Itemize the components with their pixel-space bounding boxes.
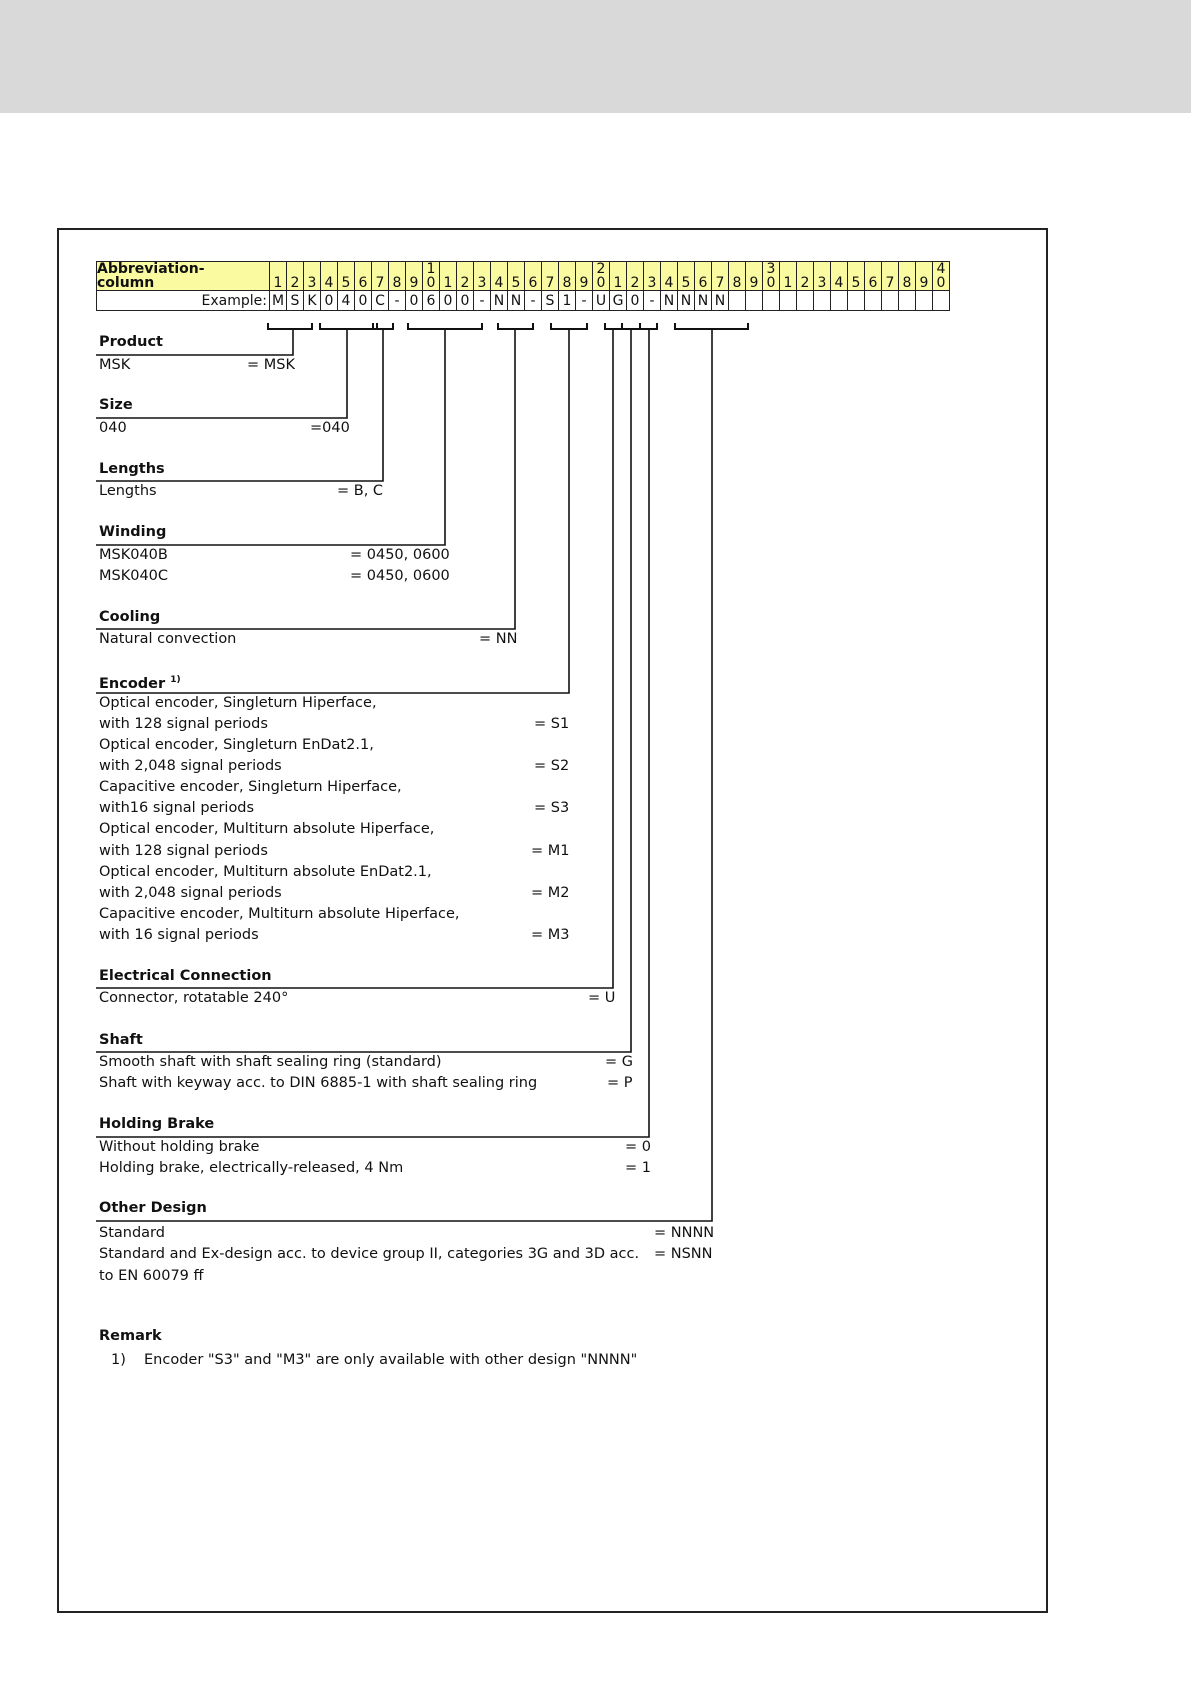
unit-cell: 9 [576, 276, 593, 291]
example-cell: N [491, 291, 508, 311]
unit-cell: 6 [865, 276, 882, 291]
product-value: = MSK [247, 357, 295, 373]
example-cell: 6 [423, 291, 440, 311]
unit-cell: 1 [270, 276, 287, 291]
unit-cell: 3 [304, 276, 321, 291]
unit-cell: 4 [491, 276, 508, 291]
tens-30: 3 [763, 262, 780, 277]
winding-label-2: MSK040C [99, 568, 169, 584]
abbr-line2: column [97, 275, 155, 291]
unit-cell: 4 [321, 276, 338, 291]
example-cell: - [389, 291, 406, 311]
other-connector-bracket [675, 323, 748, 329]
unit-cell: 5 [338, 276, 355, 291]
example-cell: N [678, 291, 695, 311]
unit-cell: 1 [610, 276, 627, 291]
encoder-title-text: Encoder [99, 676, 166, 692]
unit-cell: 7 [542, 276, 559, 291]
brake-value-2: = 1 [625, 1160, 651, 1176]
product-label: MSK [99, 357, 131, 373]
unit-cell: 9 [746, 276, 763, 291]
unit-cell: 3 [644, 276, 661, 291]
example-cell: N [712, 291, 729, 311]
example-cell: N [661, 291, 678, 311]
encoder-line-7: Optical encoder, Multiturn absolute Hiperface, [99, 821, 435, 837]
other-value-2: = NSNN [654, 1246, 713, 1262]
example-cell: K [304, 291, 321, 311]
example-cell: G [610, 291, 627, 311]
example-cell: M [270, 291, 287, 311]
unit-cell: 3 [474, 276, 491, 291]
brake-title: Holding Brake [99, 1116, 215, 1132]
encoder-line-12: with 16 signal periods [99, 927, 259, 943]
unit-cell: 2 [287, 276, 304, 291]
encoder-line-9: Optical encoder, Multiturn absolute EnDat2.1, [99, 864, 432, 880]
unit-cell: 8 [559, 276, 576, 291]
unit-cell: 8 [389, 276, 406, 291]
encoder-value-s2: = S2 [534, 758, 570, 774]
tens-20: 2 [593, 262, 610, 277]
example-cell: 0 [627, 291, 644, 311]
unit-cell: 8 [729, 276, 746, 291]
shaft-connector-bracket [622, 323, 640, 329]
lengths-connector-line [96, 329, 383, 481]
encoder-line-5: Capacitive encoder, Singleturn Hiperface, [99, 779, 402, 795]
example-cell: - [576, 291, 593, 311]
brake-connector-line [96, 329, 649, 1137]
example-cell: 0 [440, 291, 457, 311]
cooling-connector-bracket [498, 323, 533, 329]
encoder-line-8: with 128 signal periods [99, 843, 268, 859]
abbr-line1: Abbreviation- [97, 261, 205, 277]
winding-connector-bracket [408, 323, 482, 329]
encoder-line-10: with 2,048 signal periods [99, 885, 282, 901]
product-title: Product [99, 334, 163, 350]
lengths-title: Lengths [99, 461, 165, 477]
example-label: Example: [97, 291, 270, 311]
cooling-title: Cooling [99, 609, 161, 625]
unit-cell: 9 [916, 276, 933, 291]
example-cell: N [695, 291, 712, 311]
lengths-value: = B, C [337, 483, 384, 499]
encoder-line-3: Optical encoder, Singleturn EnDat2.1, [99, 737, 374, 753]
shaft-title: Shaft [99, 1032, 143, 1048]
winding-title: Winding [99, 524, 167, 540]
encoder-line-2: with 128 signal periods [99, 716, 268, 732]
unit-cell: 0 [933, 276, 950, 291]
encoder-value-m1: = M1 [531, 843, 570, 859]
cooling-label: Natural convection [99, 631, 237, 647]
other-label-1: Standard [99, 1225, 165, 1241]
unit-cell: 4 [831, 276, 848, 291]
size-connector-bracket [320, 323, 377, 329]
example-cell: 0 [321, 291, 338, 311]
example-cell: 0 [355, 291, 372, 311]
other-value-1: = NNNN [654, 1225, 715, 1241]
unit-cell: 0 [423, 276, 440, 291]
electrical-connector-bracket [605, 323, 622, 329]
example-cell: 4 [338, 291, 355, 311]
example-cell: S [542, 291, 559, 311]
winding-value-1: = 0450, 0600 [350, 547, 450, 563]
remark-title: Remark [99, 1328, 162, 1344]
example-cell: U [593, 291, 610, 311]
electrical-value: = U [588, 990, 616, 1006]
size-label: 040 [99, 420, 127, 436]
unit-cell: 9 [406, 276, 423, 291]
unit-cell: 8 [899, 276, 916, 291]
encoder-line-6: with16 signal periods [99, 800, 255, 816]
product-connector-bracket [268, 323, 312, 329]
unit-cell: 6 [695, 276, 712, 291]
brake-connector-bracket [640, 323, 657, 329]
encoder-connector-bracket [551, 323, 587, 329]
unit-cell: 5 [678, 276, 695, 291]
encoder-line-1: Optical encoder, Singleturn Hiperface, [99, 695, 377, 711]
encoder-value-s1: = S1 [534, 716, 570, 732]
example-cell: 0 [406, 291, 423, 311]
unit-cell: 2 [627, 276, 644, 291]
unit-cell: 2 [797, 276, 814, 291]
unit-cell: 2 [457, 276, 474, 291]
shaft-label-1: Smooth shaft with shaft sealing ring (standard) [99, 1054, 442, 1070]
winding-value-2: = 0450, 0600 [350, 568, 450, 584]
other-title: Other Design [99, 1200, 207, 1216]
unit-cell: 6 [355, 276, 372, 291]
unit-cell: 1 [440, 276, 457, 291]
example-cell: - [525, 291, 542, 311]
encoder-line-11: Capacitive encoder, Multiturn absolute Hiperface, [99, 906, 460, 922]
encoder-line-4: with 2,048 signal periods [99, 758, 282, 774]
unit-cell: 1 [780, 276, 797, 291]
unit-cell: 0 [763, 276, 780, 291]
brake-label-1: Without holding brake [99, 1139, 260, 1155]
example-cell: - [644, 291, 661, 311]
example-cell: - [474, 291, 491, 311]
shaft-value-1: = G [605, 1054, 633, 1070]
example-cell: S [287, 291, 304, 311]
size-value: =040 [310, 420, 350, 436]
example-cell: C [372, 291, 389, 311]
encoder-footnote-mark: 1) [170, 675, 181, 685]
encoder-value-s3: = S3 [534, 800, 570, 816]
cooling-value: = NN [479, 631, 518, 647]
winding-label-1: MSK040B [99, 547, 168, 563]
brake-label-2: Holding brake, electrically-released, 4 Nm [99, 1160, 404, 1176]
unit-cell: 5 [848, 276, 865, 291]
unit-cell: 3 [814, 276, 831, 291]
example-cell: 0 [457, 291, 474, 311]
tens-10: 1 [423, 262, 440, 277]
electrical-label: Connector, rotatable 240° [99, 990, 289, 1006]
shaft-value-2: = P [607, 1075, 633, 1091]
shaft-label-2: Shaft with keyway acc. to DIN 6885-1 with shaft sealing ring [99, 1075, 538, 1091]
example-cell: N [508, 291, 525, 311]
electrical-title: Electrical Connection [99, 968, 272, 984]
unit-cell: 4 [661, 276, 678, 291]
unit-cell: 7 [882, 276, 899, 291]
unit-cell: 5 [508, 276, 525, 291]
encoder-value-m3: = M3 [531, 927, 570, 943]
unit-cell: 0 [593, 276, 610, 291]
remark-number: 1) [111, 1352, 126, 1368]
brake-value-1: = 0 [625, 1139, 651, 1155]
encoder-title [99, 671, 181, 693]
other-label-2-cont: to EN 60079 ff [99, 1268, 204, 1284]
other-label-2: Standard and Ex-design acc. to device group II, categories 3G and 3D acc. [99, 1246, 640, 1262]
lengths-label: Lengths [99, 483, 157, 499]
unit-cell: 7 [712, 276, 729, 291]
tens-40: 4 [933, 262, 950, 277]
encoder-value-m2: = M2 [531, 885, 570, 901]
example-cell: 1 [559, 291, 576, 311]
remark-text: Encoder "S3" and "M3" are only available with other design "NNNN" [144, 1352, 638, 1368]
unit-cell: 6 [525, 276, 542, 291]
size-title: Size [99, 397, 133, 413]
unit-cell: 7 [372, 276, 389, 291]
